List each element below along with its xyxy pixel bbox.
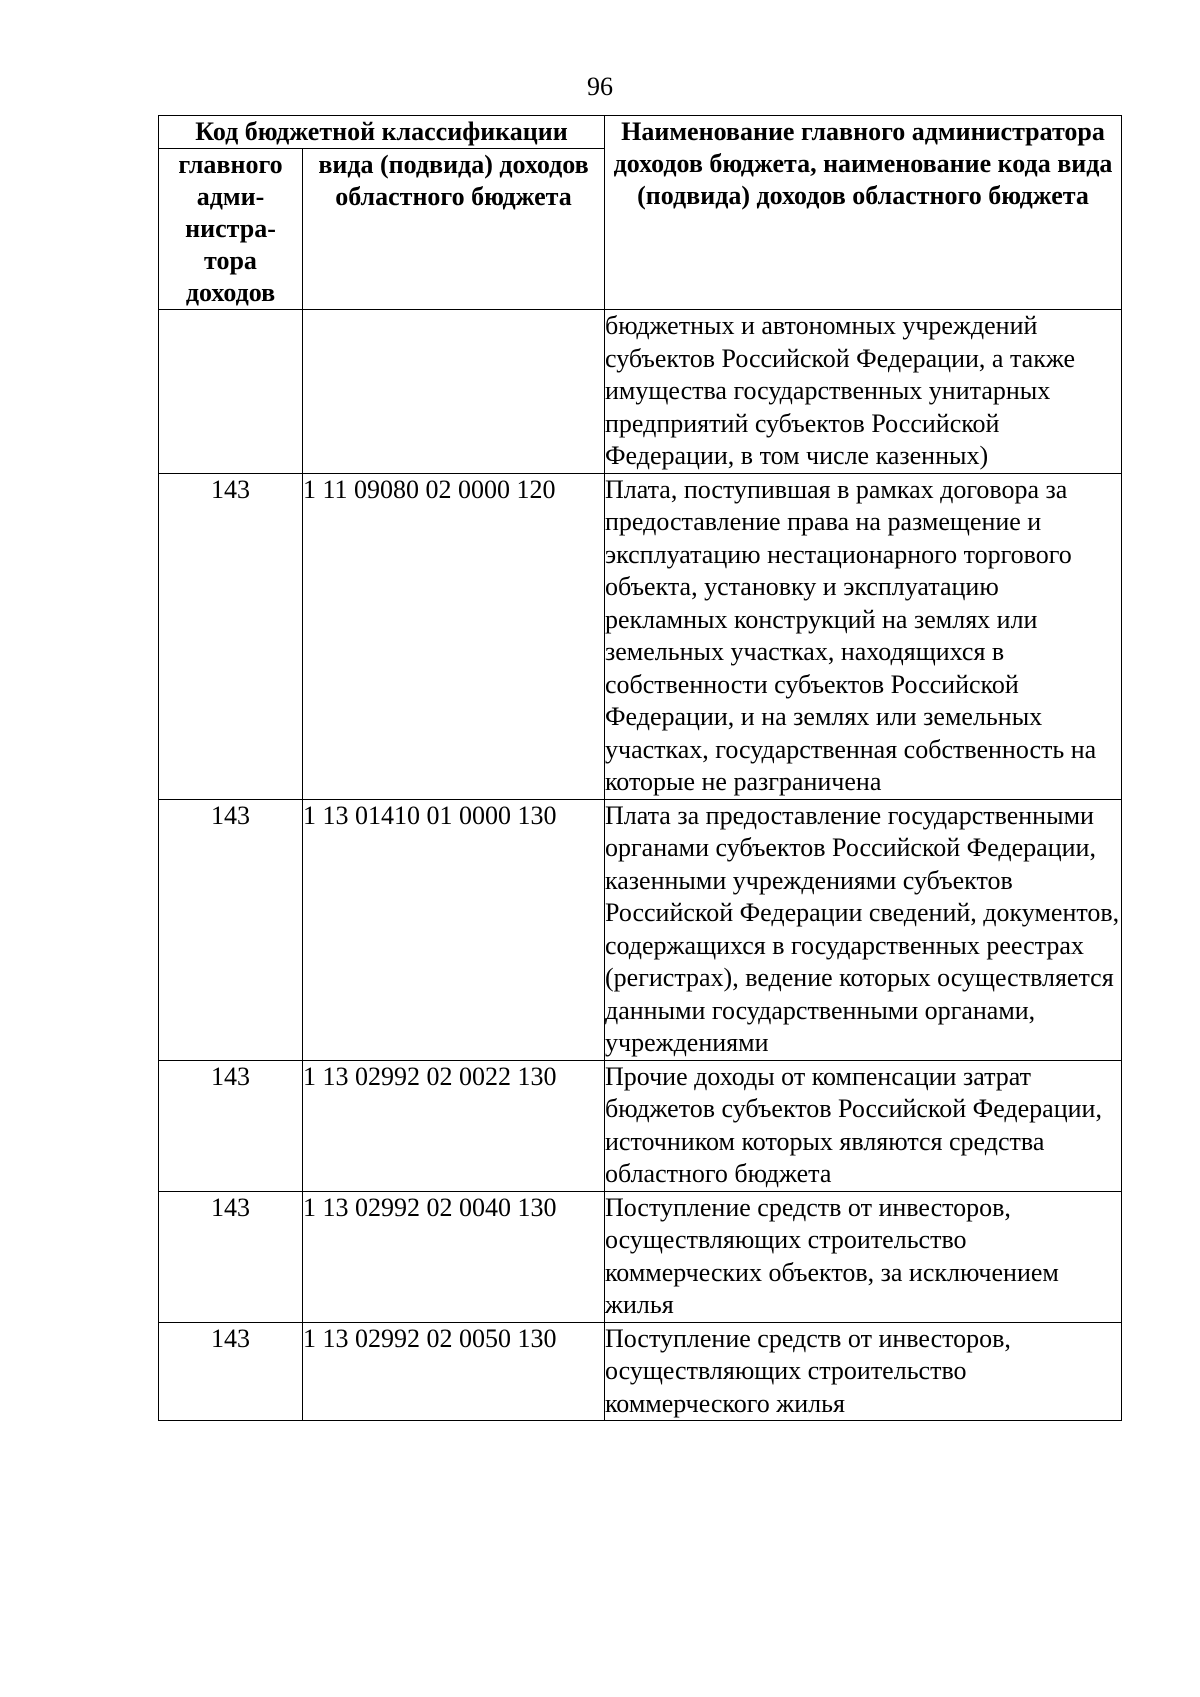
- income-name-cell: Поступление средств от инвесторов, осуществляющих строительство коммерческих объектов, за исключением жилья: [605, 1191, 1122, 1322]
- header-admin-column: главного адми-нистра-тора доходов: [159, 149, 303, 310]
- income-type-code-cell: [303, 310, 605, 474]
- income-type-code-cell: 1 13 02992 02 0022 130: [303, 1060, 605, 1191]
- admin-code-cell: [159, 310, 303, 474]
- income-type-code-cell: 1 13 02992 02 0040 130: [303, 1191, 605, 1322]
- table-row: [159, 799, 1122, 1060]
- admin-code-cell: 143: [159, 799, 303, 1060]
- income-type-code-cell: 1 13 01410 01 0000 130: [303, 799, 605, 1060]
- header-type-column: вида (подвида) доходов областного бюджета: [303, 149, 605, 310]
- table-row: [159, 1322, 1122, 1421]
- header-name-column: Наименование главного администратора доходов бюджета, наименование кода вида (подвида) доходов областного бюджета: [605, 116, 1122, 310]
- admin-code-cell: 143: [159, 1191, 303, 1322]
- income-name-cell: Плата, поступившая в рамках договора за предоставление права на размещение и эксплуатацию нестационарного торгового объекта, установку и эксплуатацию рекламных конструкций на землях или земельных участках, находящихся в собственности субъектов Российской Федерации, и на землях или земельных участках, государственная собственность на которые не разграничена: [605, 473, 1122, 799]
- admin-code-cell: 143: [159, 1060, 303, 1191]
- header-row-group: [159, 116, 1122, 149]
- income-type-code-cell: 1 13 02992 02 0050 130: [303, 1322, 605, 1421]
- header-code-group: Код бюджетной классификации: [159, 116, 605, 149]
- table-row: [159, 473, 1122, 799]
- income-name-cell: Прочие доходы от компенсации затрат бюджетов субъектов Российской Федерации, источником которых являются средства областного бюджета: [605, 1060, 1122, 1191]
- income-type-code-cell: 1 11 09080 02 0000 120: [303, 473, 605, 799]
- income-name-cell: бюджетных и автономных учреждений субъектов Российской Федерации, а также имущества государственных унитарных предприятий субъектов Российской Федерации, в том числе казенных): [605, 310, 1122, 474]
- page-number: 96: [587, 72, 613, 101]
- table-row: [159, 1060, 1122, 1191]
- table-row: [159, 1191, 1122, 1322]
- admin-code-cell: 143: [159, 1322, 303, 1421]
- budget-classification-table: [158, 115, 1122, 1421]
- table-row: [159, 310, 1122, 474]
- income-name-cell: Поступление средств от инвесторов, осуществляющих строительство коммерческого жилья: [605, 1322, 1122, 1421]
- income-name-cell: Плата за предоставление государственными органами субъектов Российской Федерации, казенными учреждениями субъектов Российской Федерации сведений, документов, содержащихся в государственных реестрах (регистрах), ведение которых осуществляется данными государственными органами, учреждениями: [605, 799, 1122, 1060]
- table-body: [159, 310, 1122, 1421]
- admin-code-cell: 143: [159, 473, 303, 799]
